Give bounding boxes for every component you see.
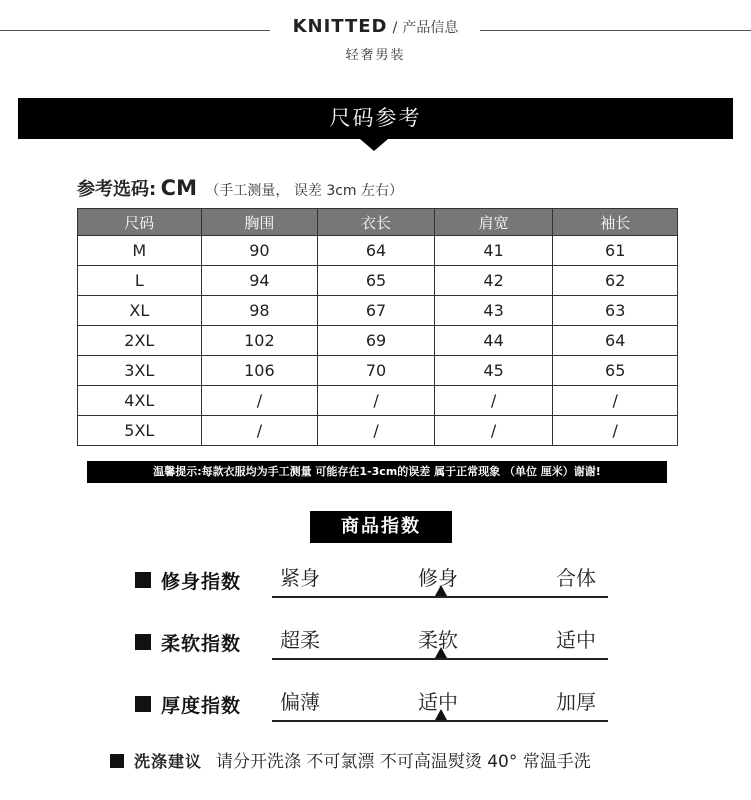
size-table [77,208,678,446]
table-cell: 5XL [78,416,202,446]
index-option: 超柔 [280,628,320,652]
column-header: 衣长 [318,209,435,236]
index-option: 偏薄 [280,690,320,714]
header-title [0,16,751,37]
table-cell: / [434,416,553,446]
reference-unit: CM [160,176,197,200]
table-cell: 44 [434,326,553,356]
table-cell: 98 [201,296,318,326]
table-cell: 43 [434,296,553,326]
index-scale-line [272,720,608,722]
size-reference [77,175,403,201]
square-bullet-icon [135,572,151,588]
washing-text: 请分开洗涤 不可氯漂 不可高温熨烫 40° 常温手洗 [216,752,591,772]
header-separator: / [392,20,398,36]
table-row [78,386,678,416]
table-cell: 102 [201,326,318,356]
table-cell: L [78,266,202,296]
table-row [78,236,678,266]
table-cell: 63 [553,296,678,326]
table-cell: 106 [201,356,318,386]
index-label: 修身指数 [161,571,242,593]
table-cell: 64 [553,326,678,356]
column-header: 袖长 [553,209,678,236]
index-marker-icon [435,585,447,596]
table-cell: 65 [318,266,435,296]
table-cell: M [78,236,202,266]
index-option: 柔软 [418,628,458,652]
column-header: 肩宽 [434,209,553,236]
measurement-notice: 温馨提示:每款衣服均为手工测量 可能存在1-3cm的误差 属于正常现象 （单位 厘米）谢谢! [87,461,667,483]
table-cell: 4XL [78,386,202,416]
table-cell: / [553,416,678,446]
table-cell: 3XL [78,356,202,386]
index-scale-line [272,658,608,660]
table-cell: / [201,386,318,416]
index-label: 柔软指数 [161,633,242,655]
table-cell: 45 [434,356,553,386]
square-bullet-icon [135,696,151,712]
table-cell: / [553,386,678,416]
table-cell: / [318,416,435,446]
size-banner [18,98,733,139]
size-table-header-row [78,209,678,236]
column-header: 胸围 [201,209,318,236]
index-option: 适中 [418,690,458,714]
table-cell: 2XL [78,326,202,356]
square-bullet-icon [135,634,151,650]
size-banner-title: 尺码参考 [329,106,422,130]
table-cell: 62 [553,266,678,296]
index-row-softness [0,624,751,674]
table-cell: / [434,386,553,416]
table-cell: 42 [434,266,553,296]
table-cell: 90 [201,236,318,266]
table-row [78,356,678,386]
table-row [78,326,678,356]
table-cell: 94 [201,266,318,296]
index-marker-icon [435,709,447,720]
banner-pointer-icon [360,139,388,151]
table-row [78,416,678,446]
index-option: 适中 [556,628,596,652]
index-option: 紧身 [280,566,320,590]
index-option: 合体 [556,566,596,590]
index-option: 加厚 [556,690,596,714]
washing-advice [110,747,591,772]
reference-note: （手工测量， 误差 3cm 左右） [205,183,404,199]
header-subtitle: 轻奢男装 [345,48,406,63]
table-cell: / [318,386,435,416]
index-option: 修身 [418,566,458,590]
table-cell: 65 [553,356,678,386]
table-cell: 41 [434,236,553,266]
index-row-thickness [0,686,751,736]
table-cell: 67 [318,296,435,326]
square-bullet-icon [110,754,124,768]
table-cell: 70 [318,356,435,386]
column-header: 尺码 [78,209,202,236]
index-label: 厚度指数 [161,695,242,717]
index-row-fit [0,562,751,612]
header-title-en: KNITTED [292,16,388,37]
table-cell: 69 [318,326,435,356]
table-row [78,296,678,326]
header-title-cn: 产品信息 [402,20,459,36]
table-cell: 64 [318,236,435,266]
reference-label: 参考选码: [77,179,157,200]
product-index-title: 商品指数 [310,511,452,543]
table-row [78,266,678,296]
index-scale-line [272,596,608,598]
index-marker-icon [435,647,447,658]
washing-label: 洗涤建议 [134,752,203,771]
table-cell: 61 [553,236,678,266]
table-cell: XL [78,296,202,326]
table-cell: / [201,416,318,446]
